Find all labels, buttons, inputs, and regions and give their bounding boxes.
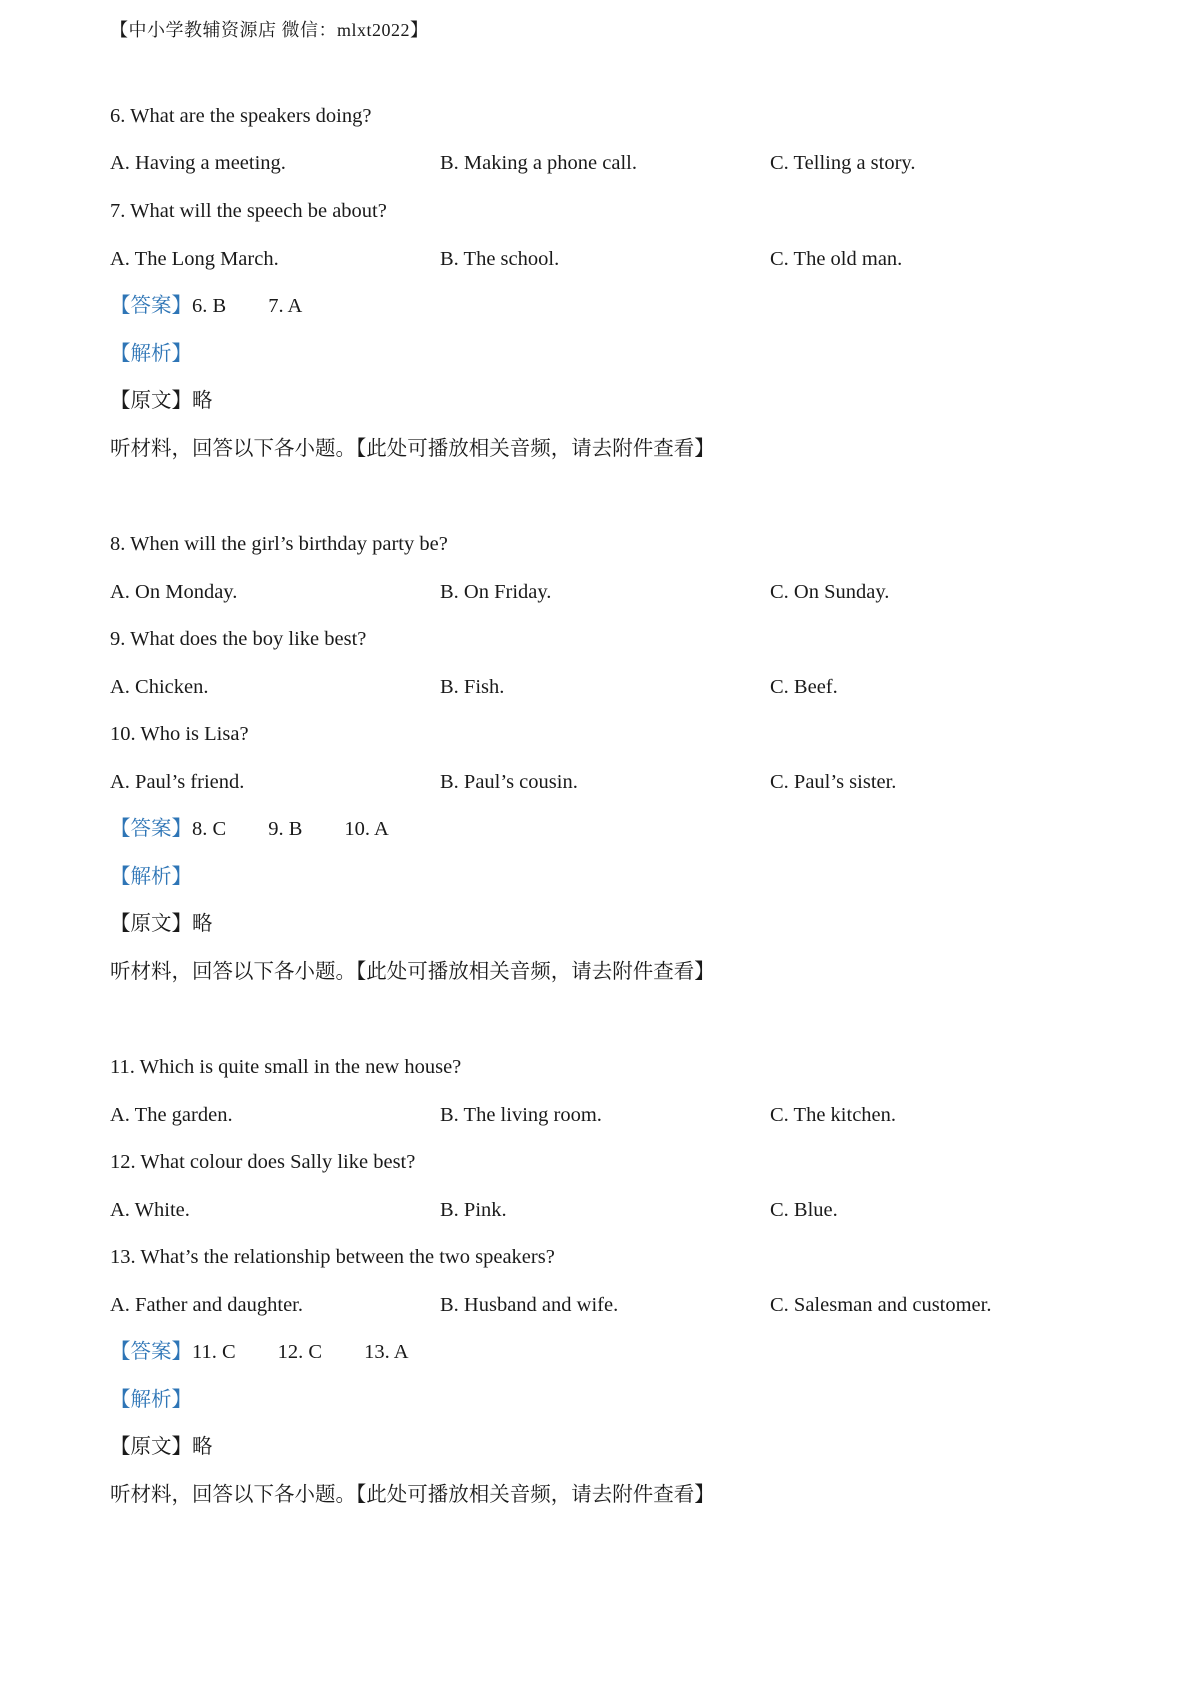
q12-option-c: C. Blue. — [770, 1199, 838, 1221]
answer-item: 9. B — [268, 818, 303, 840]
q13-option-a: A. Father and daughter. — [110, 1294, 303, 1316]
page-header-watermark: 【中小学教辅资源店 微信：mlxt2022】 — [110, 20, 429, 40]
original-text-2: 【原文】略 — [110, 913, 213, 935]
q7-option-a: A. The Long March. — [110, 248, 279, 270]
question-10: 10. Who is Lisa? — [110, 723, 249, 745]
audio-note-3: 听材料，回答以下各小题。【此处可播放相关音频，请去附件查看】 — [110, 1484, 715, 1506]
q8-option-a: A. On Monday. — [110, 581, 238, 603]
q6-option-a: A. Having a meeting. — [110, 152, 286, 174]
analysis-tag-2: 【解析】 — [110, 866, 192, 888]
q8-option-c: C. On Sunday. — [770, 581, 890, 603]
answer-item: 13. A — [364, 1341, 409, 1363]
q11-option-a: A. The garden. — [110, 1104, 233, 1126]
q13-option-c: C. Salesman and customer. — [770, 1294, 992, 1316]
q10-option-c: C. Paul’s sister. — [770, 771, 897, 793]
analysis-tag-3: 【解析】 — [110, 1389, 192, 1411]
question-13: 13. What’s the relationship between the two speakers? — [110, 1246, 555, 1268]
q7-option-c: C. The old man. — [770, 248, 903, 270]
q13-option-b: B. Husband and wife. — [440, 1294, 619, 1316]
q6-option-b: B. Making a phone call. — [440, 152, 637, 174]
answer-item: 10. A — [344, 818, 389, 840]
answer-line-3 — [110, 1338, 409, 1366]
answer-item: 6. B — [192, 295, 227, 317]
q12-option-a: A. White. — [110, 1199, 190, 1221]
q9-option-b: B. Fish. — [440, 676, 505, 698]
answer-tag: 【答案】 — [110, 295, 192, 317]
answer-item: 11. C — [192, 1341, 236, 1363]
q8-option-b: B. On Friday. — [440, 581, 552, 603]
answer-tag: 【答案】 — [110, 1341, 192, 1363]
answer-line-1 — [110, 292, 302, 320]
question-8: 8. When will the girl’s birthday party be? — [110, 533, 448, 555]
question-12: 12. What colour does Sally like best? — [110, 1151, 416, 1173]
q9-option-c: C. Beef. — [770, 676, 838, 698]
question-9: 9. What does the boy like best? — [110, 628, 367, 650]
question-11: 11. Which is quite small in the new house? — [110, 1056, 462, 1078]
answer-item: 8. C — [192, 818, 227, 840]
q11-option-c: C. The kitchen. — [770, 1104, 897, 1126]
q10-option-b: B. Paul’s cousin. — [440, 771, 578, 793]
q10-option-a: A. Paul’s friend. — [110, 771, 245, 793]
analysis-tag-1: 【解析】 — [110, 343, 192, 365]
answer-line-2 — [110, 815, 389, 843]
answer-tag: 【答案】 — [110, 818, 192, 840]
audio-note-1: 听材料，回答以下各小题。【此处可播放相关音频，请去附件查看】 — [110, 438, 715, 460]
question-6: 6. What are the speakers doing? — [110, 105, 372, 127]
question-7: 7. What will the speech be about? — [110, 200, 387, 222]
q12-option-b: B. Pink. — [440, 1199, 507, 1221]
original-text-3: 【原文】略 — [110, 1436, 213, 1458]
answer-item: 7. A — [268, 295, 303, 317]
q7-option-b: B. The school. — [440, 248, 560, 270]
original-text-1: 【原文】略 — [110, 390, 213, 412]
q6-option-c: C. Telling a story. — [770, 152, 916, 174]
q11-option-b: B. The living room. — [440, 1104, 602, 1126]
answer-item: 12. C — [277, 1341, 323, 1363]
audio-note-2: 听材料，回答以下各小题。【此处可播放相关音频，请去附件查看】 — [110, 961, 715, 983]
q9-option-a: A. Chicken. — [110, 676, 209, 698]
